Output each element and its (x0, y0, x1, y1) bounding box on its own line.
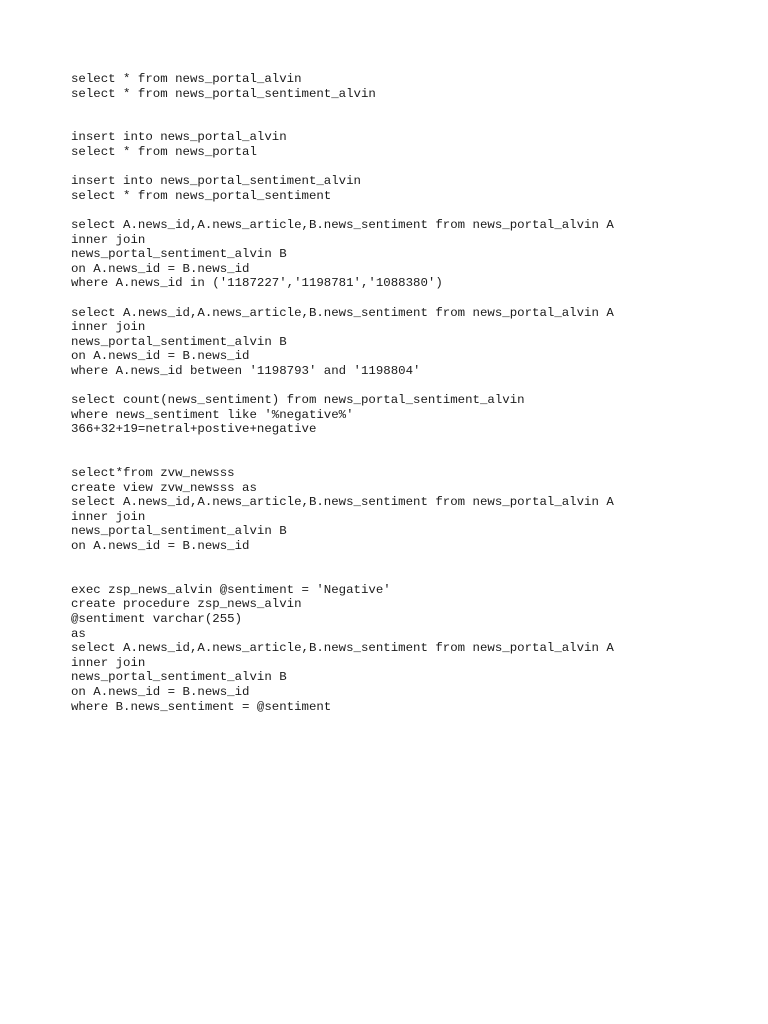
code-line: select A.news_id,A.news_article,B.news_sentiment from news_portal_alvin A (71, 217, 614, 232)
code-line: inner join (71, 655, 146, 670)
code-line: as (71, 626, 86, 641)
code-line: where A.news_id between '1198793' and '1198804' (71, 363, 421, 378)
blank-line (71, 203, 751, 218)
code-line: select * from news_portal_alvin (71, 72, 302, 86)
blank-line (71, 116, 751, 131)
code-line: news_portal_sentiment_alvin B (71, 524, 287, 539)
code-line: insert into news_portal_sentiment_alvin (71, 174, 361, 189)
blank-line (71, 568, 751, 583)
blank-line (71, 378, 751, 393)
code-line: news_portal_sentiment_alvin B (71, 334, 287, 349)
blank-line (71, 437, 751, 452)
code-line: where A.news_id in ('1187227','1198781','1088380') (71, 276, 443, 291)
code-line: on A.news_id = B.news_id (71, 349, 250, 364)
code-line: on A.news_id = B.news_id (71, 684, 250, 699)
code-line: inner join (71, 320, 146, 335)
code-line: select count(news_sentiment) from news_portal_sentiment_alvin (71, 393, 525, 408)
blank-line (71, 160, 751, 175)
code-line: exec zsp_news_alvin @sentiment = 'Negative' (71, 582, 391, 597)
code-line: select * from news_portal_sentiment_alvin (71, 86, 376, 101)
code-line: insert into news_portal_alvin (71, 130, 287, 145)
code-line: create procedure zsp_news_alvin (71, 597, 302, 612)
code-line: where news_sentiment like '%negative%' (71, 407, 354, 422)
code-line: select * from news_portal (71, 144, 257, 159)
code-line: news_portal_sentiment_alvin B (71, 670, 287, 685)
sql-code-block (71, 72, 751, 714)
code-line: select*from zvw_newsss (71, 466, 235, 481)
blank-line (71, 101, 751, 116)
code-line: 366+32+19=netral+postive+negative (71, 422, 317, 437)
code-line: news_portal_sentiment_alvin B (71, 247, 287, 262)
code-line: on A.news_id = B.news_id (71, 539, 250, 553)
code-line: on A.news_id = B.news_id (71, 261, 250, 276)
code-line: where B.news_sentiment = @sentiment (71, 699, 332, 714)
blank-line (71, 554, 751, 569)
code-line: inner join (71, 509, 146, 524)
code-line: select A.news_id,A.news_article,B.news_sentiment from news_portal_alvin A (71, 641, 614, 656)
code-line: select * from news_portal_sentiment (71, 188, 332, 203)
code-line: inner join (71, 232, 146, 247)
code-line: select A.news_id,A.news_article,B.news_sentiment from news_portal_alvin A (71, 305, 614, 320)
blank-line (71, 451, 751, 466)
code-line: select A.news_id,A.news_article,B.news_sentiment from news_portal_alvin A (71, 495, 614, 510)
code-line: create view zvw_newsss as (71, 480, 257, 495)
blank-line (71, 291, 751, 306)
code-line: @sentiment varchar(255) (71, 611, 243, 626)
